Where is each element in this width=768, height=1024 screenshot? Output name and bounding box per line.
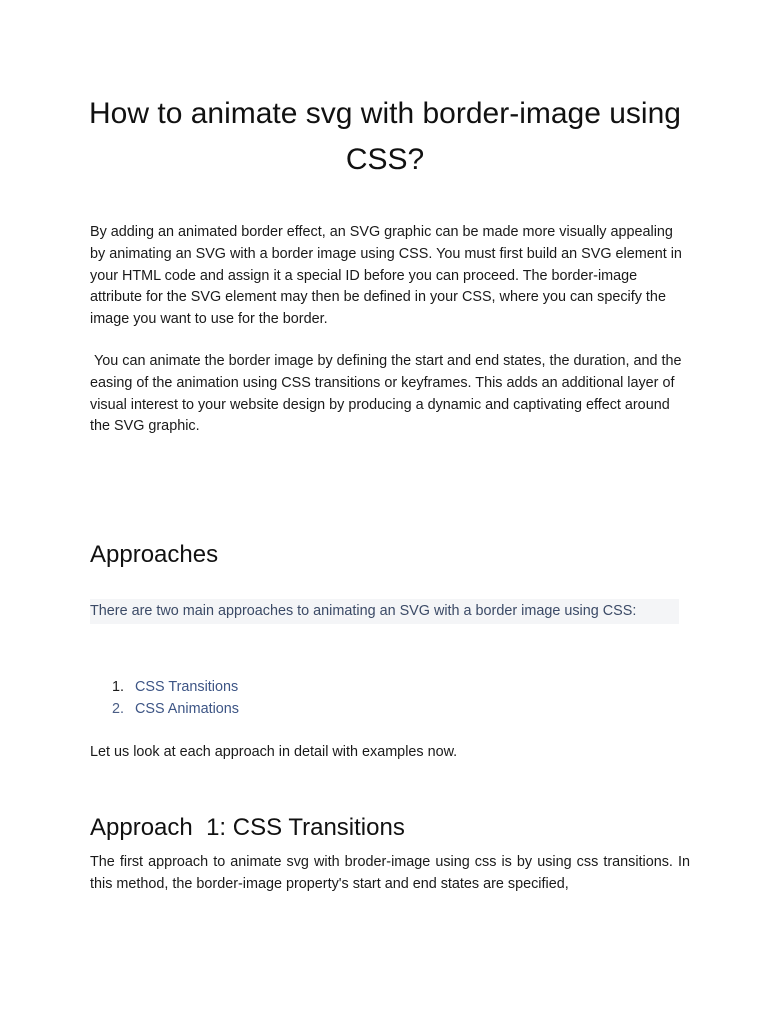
page-title: How to animate svg with border-image using CSS? <box>89 97 681 176</box>
intro-paragraph-2: You can animate the border image by defining the start and end states, the duration, and the easing of the animation using CSS transitions or keyframes. This adds an additional layer of visual interest to your website design by producing a dynamic and captivating effect around the SVG graphic. <box>90 353 686 435</box>
approaches-followup: Let us look at each approach in detail with examples now. <box>90 744 458 760</box>
approaches-heading: Approaches <box>90 541 219 568</box>
approach1-heading: Approach 1: CSS Transitions <box>90 814 405 841</box>
approach1-paragraph: The first approach to animate svg with broder-image using css is by using css transitions. In this method, the border-image property's start and end states are specified, <box>90 854 690 892</box>
list-item-number: 1. <box>112 679 125 695</box>
list-item <box>112 699 239 721</box>
intro-paragraph-1: By adding an animated border effect, an SVG graphic can be made more visually appealing by animating an SVG with a border image using CSS. You must first build an SVG element in your HTML code and assign it a special ID before you can proceed. The border-image attribute for the SVG element may then be defined in your CSS, where you can specify the image you want to use for the border. <box>90 224 682 328</box>
approaches-callout: There are two main approaches to animating an SVG with a border image using CSS: <box>90 599 679 624</box>
list-item-number: 2. <box>112 700 125 717</box>
list-item <box>112 677 239 699</box>
list-item-link-css-animations[interactable]: CSS Animations <box>135 700 239 717</box>
approaches-list <box>112 677 239 720</box>
list-item-link-css-transitions[interactable]: CSS Transitions <box>135 679 239 695</box>
